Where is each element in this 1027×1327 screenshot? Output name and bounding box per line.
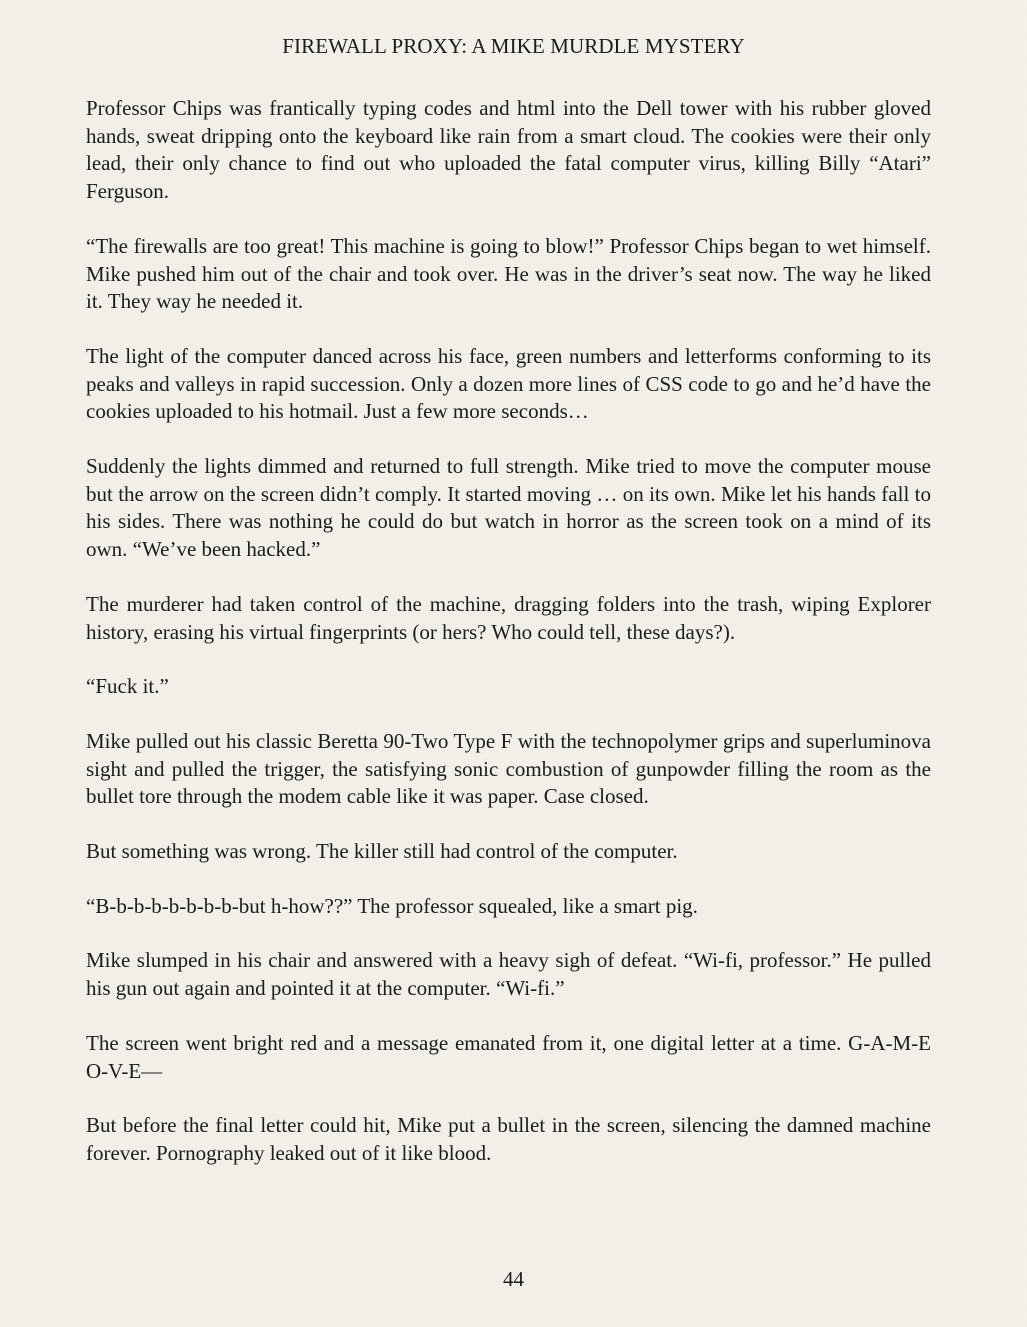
body-text <box>86 95 931 1195</box>
paragraph: Mike slumped in his chair and answered with a heavy sigh of defeat. “Wi-fi, professor.” He pulled his gun out again and pointed it at the computer. “Wi-fi.” <box>86 948 931 1001</box>
paragraph: But something was wrong. The killer still had control of the computer. <box>86 839 678 864</box>
paragraph: “B-b-b-b-b-b-b-b-but h-how??” The professor squealed, like a smart pig. <box>86 893 698 918</box>
paragraph: Mike pulled out his classic Beretta 90-Two Type F with the technopolymer grips and superluminova sight and pulled the trigger, the satisfying sonic combustion of gunpowder filling the room as the bullet tore through the modem cable like it was paper. Case closed. <box>86 728 931 809</box>
paragraph: The light of the computer danced across his face, green numbers and letterforms conforming to its peaks and valleys in rapid succession. Only a dozen more lines of CSS code to go and he’d have the cookies uploaded to his hotmail. Just a few more seconds… <box>86 343 931 424</box>
paragraph: The screen went bright red and a message emanated from it, one digital letter at a time. G-A-M-E O-V-E— <box>86 1030 931 1083</box>
paragraph: But before the final letter could hit, Mike put a bullet in the screen, silencing the damned machine forever. Pornography leaked out of it like blood. <box>86 1113 931 1165</box>
paragraph: The murderer had taken control of the machine, dragging folders into the trash, wiping Explorer history, erasing his virtual fingerprints (or hers? Who could tell, these days?). <box>86 591 931 644</box>
paragraph: Suddenly the lights dimmed and returned to full strength. Mike tried to move the computer mouse but the arrow on the screen didn’t comply. It started moving … on its own. Mike let his hands fall to his sides. There was nothing he could do but watch in horror as the screen took on a mind of its own. “We’ve been hacked.” <box>86 454 931 562</box>
page-number: 44 <box>503 1267 524 1291</box>
paragraph: “Fuck it.” <box>86 674 169 699</box>
paragraph: “The firewalls are too great! This machine is going to blow!” Professor Chips began to wet himself. Mike pushed him out of the chair and took over. He was in the driver’s seat now. The way he liked it. They way he needed it. <box>86 233 931 314</box>
paragraph: Professor Chips was frantically typing codes and html into the Dell tower with his rubber gloved hands, sweat dripping onto the keyboard like rain from a smart cloud. The cookies were their only lead, their only chance to find out who uploaded the fatal computer virus, killing Billy “Atari” Ferguson. <box>86 96 931 204</box>
running-header: FIREWALL PROXY: A MIKE MURDLE MYSTERY <box>282 34 745 58</box>
